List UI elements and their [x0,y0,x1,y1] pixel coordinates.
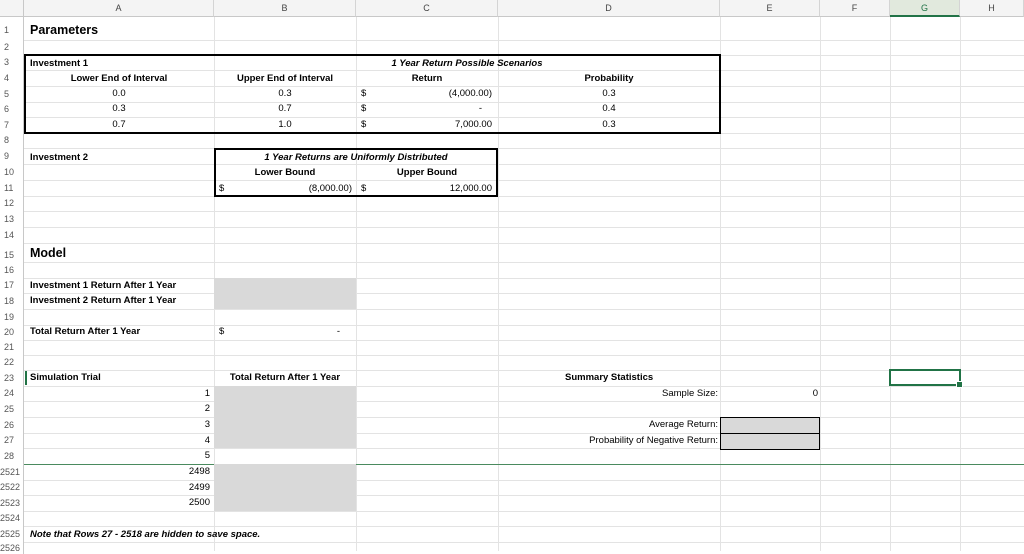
scenario-upper-cell[interactable]: 0.3 [278,88,292,99]
sample-size-label[interactable]: Sample Size: [662,388,718,399]
scenarios-title[interactable]: 1 Year Return Possible Scenarios [391,58,543,69]
scenario-return-cell[interactable]: 7,000.00 [455,119,492,130]
currency-symbol: $ [361,119,367,130]
prob-negative-label[interactable]: Probability of Negative Return: [589,435,718,446]
inv1-return-label[interactable]: Investment 1 Return After 1 Year [30,280,177,291]
scenario-prob-cell[interactable]: 0.3 [602,119,616,130]
col-header-a[interactable]: A [24,0,214,17]
row-header[interactable]: 2523 [0,495,24,511]
row-header[interactable]: 11 [0,180,24,196]
scenario-prob-cell[interactable]: 0.3 [602,88,616,99]
currency-symbol: $ [219,326,225,337]
row-header[interactable]: 20 [0,325,24,340]
sample-size-value[interactable]: 0 [812,388,818,399]
row-header[interactable]: 1 [0,17,24,40]
summary-stats-title[interactable]: Summary Statistics [565,372,654,383]
upper-bound-header[interactable]: Upper Bound [396,167,458,178]
col-header-b[interactable]: B [214,0,356,17]
total-return-label[interactable]: Total Return After 1 Year [30,326,141,337]
lower-end-header[interactable]: Lower End of Interval [70,73,168,84]
row-header[interactable]: 23 [0,370,24,386]
investment1-label[interactable]: Investment 1 [30,58,89,69]
row-header[interactable]: 2525 [0,526,24,542]
scenario-upper-cell[interactable]: 1.0 [278,119,292,130]
scenario-lower-cell[interactable]: 0.7 [112,119,126,130]
uniform-title[interactable]: 1 Year Returns are Uniformly Distributed [264,152,448,163]
sim-result-cells-bottom[interactable] [214,464,356,511]
col-header-e[interactable]: E [720,0,820,17]
return-header[interactable]: Return [411,73,443,84]
hidden-rows-note[interactable]: Note that Rows 27 - 2518 are hidden to save space. [30,529,261,540]
scenario-upper-cell[interactable]: 0.7 [278,103,292,114]
col-header-d[interactable]: D [498,0,720,17]
row-header[interactable]: 8 [0,133,24,148]
row-header[interactable]: 9 [0,148,24,164]
scenario-return-cell[interactable]: (4,000.00) [448,88,492,99]
col-header-g[interactable]: G [890,0,960,17]
row-header[interactable]: 21 [0,340,24,355]
average-return-label[interactable]: Average Return: [648,419,718,430]
upper-end-header[interactable]: Upper End of Interval [236,73,334,84]
row-header[interactable]: 2524 [0,511,24,526]
trial-number[interactable]: 2499 [188,482,210,493]
prob-negative-cell[interactable] [720,433,820,450]
row-header[interactable]: 12 [0,196,24,211]
row-header[interactable]: 2521 [0,464,24,480]
parameters-title[interactable]: Parameters [30,23,99,37]
active-cell-g23[interactable] [889,369,961,386]
row-header[interactable]: 25 [0,401,24,417]
average-return-cell[interactable] [720,417,820,434]
probability-header[interactable]: Probability [584,73,634,84]
col-header-f[interactable]: F [820,0,890,17]
model-return-input-cells[interactable] [214,278,356,309]
row-header[interactable]: 27 [0,433,24,448]
row-header[interactable]: 26 [0,417,24,433]
model-title[interactable]: Model [30,246,67,260]
trial-number[interactable]: 2500 [188,497,210,508]
trial-number[interactable]: 2498 [188,466,210,477]
currency-symbol: $ [361,103,367,114]
scenario-lower-cell[interactable]: 0.0 [112,88,126,99]
simulation-trial-header[interactable]: Simulation Trial [30,372,101,383]
currency-symbol: $ [219,183,225,194]
row-header[interactable]: 3 [0,55,24,70]
row-header[interactable]: 16 [0,262,24,278]
row-header[interactable]: 28 [0,448,24,464]
investment2-label[interactable]: Investment 2 [30,152,89,163]
scenario-prob-cell[interactable]: 0.4 [602,103,616,114]
row-header[interactable]: 18 [0,293,24,309]
trial-number[interactable]: 5 [204,450,210,461]
row-header[interactable]: 19 [0,309,24,325]
row-header[interactable]: 2 [0,40,24,55]
row-header[interactable]: 13 [0,211,24,227]
sim-result-cells[interactable] [214,386,356,448]
col-header-h[interactable]: H [960,0,1024,17]
row-header[interactable]: 17 [0,278,24,293]
scenario-return-cell[interactable]: - [478,103,482,114]
select-all-corner[interactable] [0,0,24,17]
row-header[interactable]: 2526 [0,542,24,554]
currency-symbol: $ [361,88,367,99]
row-header[interactable]: 4 [0,70,24,86]
row-header[interactable]: 7 [0,117,24,133]
lower-bound-value[interactable]: (8,000.00) [308,183,352,194]
row-header[interactable]: 15 [0,243,24,262]
row-header[interactable]: 10 [0,164,24,180]
row-header[interactable]: 22 [0,355,24,370]
currency-symbol: $ [361,183,367,194]
row-header[interactable]: 24 [0,386,24,401]
inv2-return-label[interactable]: Investment 2 Return After 1 Year [30,295,177,306]
upper-bound-value[interactable]: 12,000.00 [449,183,492,194]
row-header[interactable]: 14 [0,227,24,243]
trial-number[interactable]: 2 [204,403,210,414]
col-header-c[interactable]: C [356,0,498,17]
row-header[interactable]: 2522 [0,480,24,495]
trial-number[interactable]: 3 [204,419,210,430]
scenario-lower-cell[interactable]: 0.3 [112,103,126,114]
total-return-value[interactable]: - [336,326,340,337]
sim-total-return-header[interactable]: Total Return After 1 Year [229,372,341,383]
row-header[interactable]: 6 [0,102,24,117]
trial-number[interactable]: 4 [204,435,210,446]
row-header[interactable]: 5 [0,86,24,102]
lower-bound-header[interactable]: Lower Bound [254,167,316,178]
trial-number[interactable]: 1 [204,388,210,399]
